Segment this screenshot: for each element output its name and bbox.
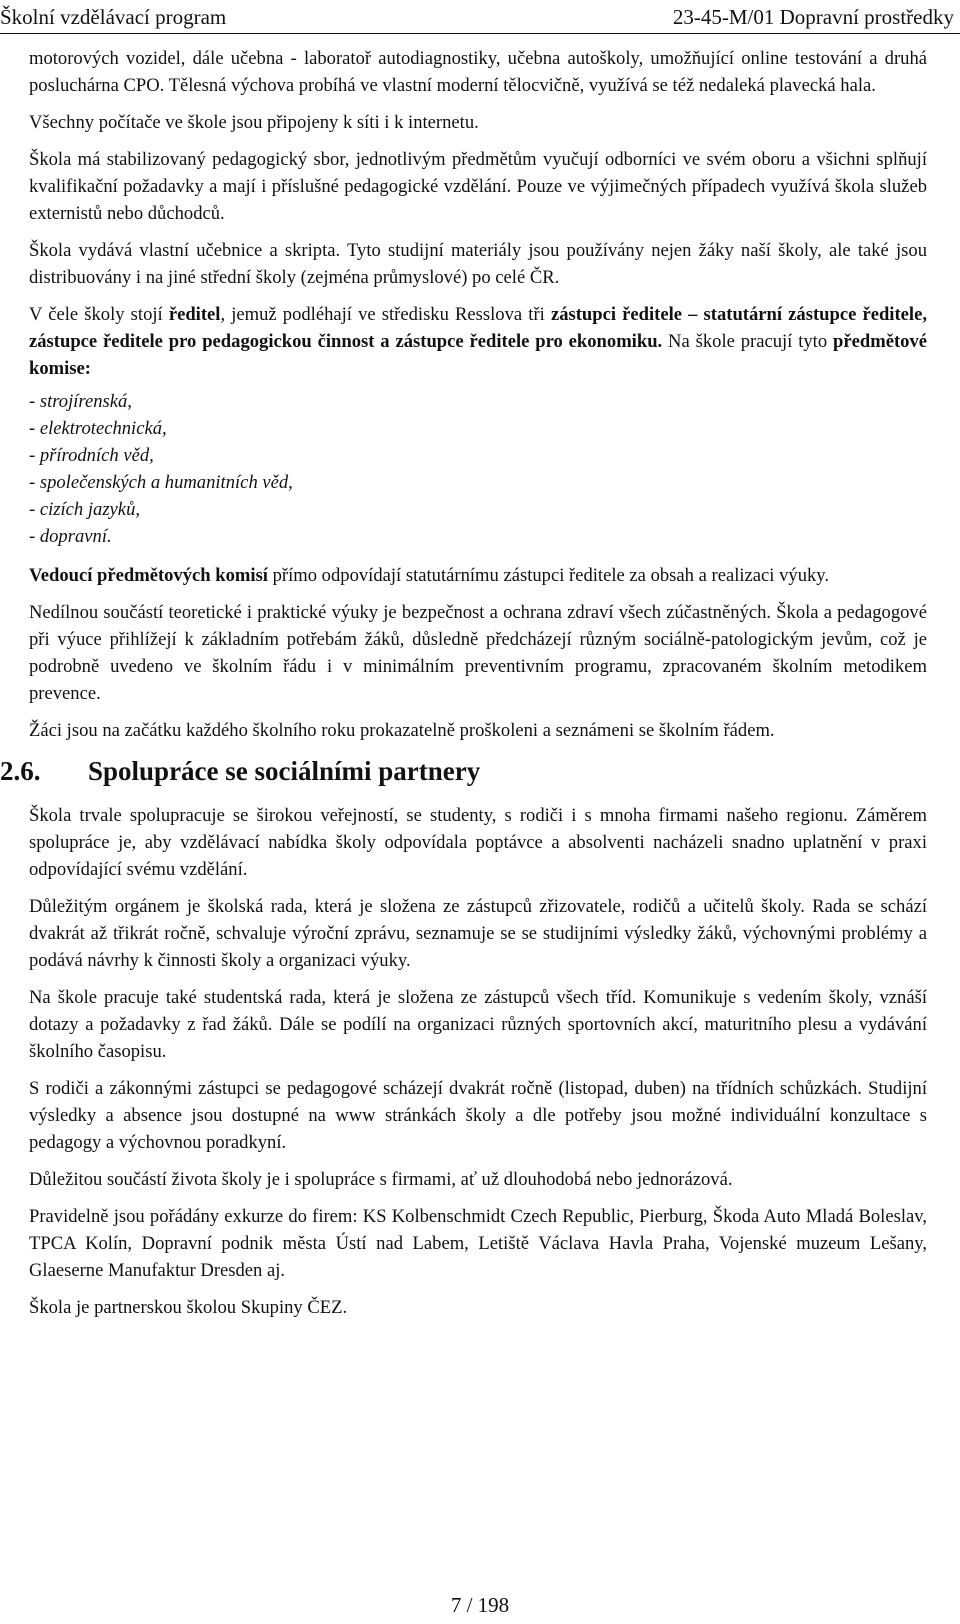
paragraph-cooperation: Škola trvale spolupracuje se širokou veřejností, se studenty, s rodiči i s mnoha firmami našeho regionu. Záměrem spolupráce je, aby vzdělávací nabídka školy odpovídala poptávce a absolventi nacházeli snadno uplatnění v praxi odpovídající svému vzdělání. xyxy=(29,805,927,880)
list-item: - cizích jazyků, xyxy=(29,499,141,520)
page-body xyxy=(0,45,927,1331)
section-heading xyxy=(0,754,927,788)
paragraph-safety: Nedílnou součástí teoretické i praktické výuky je bezpečnost a ochrana zdraví všech zúčastněných. Škola a pedagogové při výuce přihlížejí k základním potřebám žáků, důsledně předcházejí různým sociálně-patologickým jevům, což je podrobně uvedeno ve školním řádu i v minimálním preventivním programu, zpracovaném školním metodikem prevence. xyxy=(29,602,927,704)
header-document-title: Školní vzdělávací program xyxy=(0,5,227,29)
management-text-1: V čele školy stojí xyxy=(29,304,169,325)
commissions-list xyxy=(29,388,927,550)
list-item: - dopravní. xyxy=(29,526,112,547)
paragraph-companies: Důležitou součástí života školy je i spolupráce s firmami, ať už dlouhodobá nebo jednorázová. xyxy=(29,1169,733,1190)
page-header xyxy=(0,2,960,32)
paragraph-textbooks: Škola vydává vlastní učebnice a skripta. Tyto studijní materiály jsou používány nejen žáky naší školy, ale také jsou distribuovány i na jiné střední školy (zejména průmyslové) po celé ČR. xyxy=(29,240,927,288)
list-item: - přírodních věd, xyxy=(29,445,154,466)
management-bold-deputies: zástupci ředitele – statutární zástupce ředitele, zástupce ředitele pro pedagogickou činnost a zástupce ředitele pro ekonomiku. xyxy=(29,304,927,352)
management-text-2: , jemuž podléhají ve středisku Resslova tři xyxy=(220,304,551,325)
paragraph-computers: Všechny počítače ve škole jsou připojeny k síti i k internetu. xyxy=(29,112,479,133)
paragraph-management xyxy=(29,301,927,382)
paragraph-excursions: Pravidelně jsou pořádány exkurze do firem: KS Kolbenschmidt Czech Republic, Pierburg, Škoda Auto Mladá Boleslav, TPCA Kolín, Dopravní podnik města Ústí nad Labem, Letiště Václava Havla Praha, Vojenské muzeum Lešany, Glaeserne Manufaktur Dresden aj. xyxy=(29,1206,927,1281)
header-program-code: 23-45-M/01 Dopravní prostředky xyxy=(672,5,954,29)
commission-heads-text: přímo odpovídají statutárnímu zástupci ředitele za obsah a realizaci výuky. xyxy=(267,565,830,586)
list-item: - strojírenská, xyxy=(29,391,132,412)
paragraph-partner-school: Škola je partnerskou školou Skupiny ČEZ. xyxy=(29,1297,348,1318)
paragraph-parents: S rodiči a zákonnými zástupci se pedagogové scházejí dvakrát ročně (listopad, duben) na třídních schůzkách. Studijní výsledky a absence jsou dostupné na www stránkách školy a dle potřeby jsou možné individuální konzultace s pedagogy a výchovnou poradkyní. xyxy=(29,1078,927,1153)
header-rule xyxy=(0,33,960,34)
management-bold-commissions: předmětové komise: xyxy=(29,331,927,379)
commission-heads-bold: Vedoucí předmětových komisí xyxy=(29,565,268,586)
paragraph-commission-heads xyxy=(29,562,927,589)
paragraph-student-council: Na škole pracuje také studentská rada, která je složena ze zástupců všech tříd. Komunikuje s vedením školy, vznáší dotazy a požadavky z řad žáků. Dále se podílí na organizaci různých sportovních akcí, maturitního plesu a vydávání školního časopisu. xyxy=(29,987,927,1062)
paragraph-school-board: Důležitým orgánem je školská rada, která je složena ze zástupců zřizovatele, rodičů a učitelů školy. Rada se schází dvakrát až třikrát ročně, schvaluje výroční zprávu, seznamuje se se studijními výsledky žáků, výchovnými problémy a podává návrhy k činnosti školy a organizaci výuky. xyxy=(29,896,927,971)
section-number: 2.6. xyxy=(0,756,41,786)
list-item: - elektrotechnická, xyxy=(29,418,167,439)
page-number: 7 / 198 xyxy=(450,1593,510,1617)
paragraph-school-rules: Žáci jsou na začátku každého školního roku prokazatelně proškoleni a seznámeni se školním řádem. xyxy=(29,720,775,741)
list-item: - společenských a humanitních věd, xyxy=(29,472,293,493)
paragraph-facilities: motorových vozidel, dále učebna - laboratoř autodiagnostiky, učebna autoškoly, umožňující online testování a druhá posluchárna CPO. Tělesná výchova probíhá ve vlastní moderní tělocvičně, využívá se též nedaleká plavecká hala. xyxy=(29,48,927,96)
paragraph-teaching-staff: Škola má stabilizovaný pedagogický sbor, jednotlivým předmětům vyučují odborníci ve svém oboru a všichni splňují kvalifikační požadavky a mají i příslušné pedagogické vzdělání. Pouze ve výjimečných případech využívá škola služeb externistů nebo důchodců. xyxy=(29,149,927,224)
management-bold-director: ředitel xyxy=(168,304,221,325)
management-text-3: Na škole pracují tyto xyxy=(662,331,834,352)
section-title: Spolupráce se sociálními partnery xyxy=(88,756,481,786)
